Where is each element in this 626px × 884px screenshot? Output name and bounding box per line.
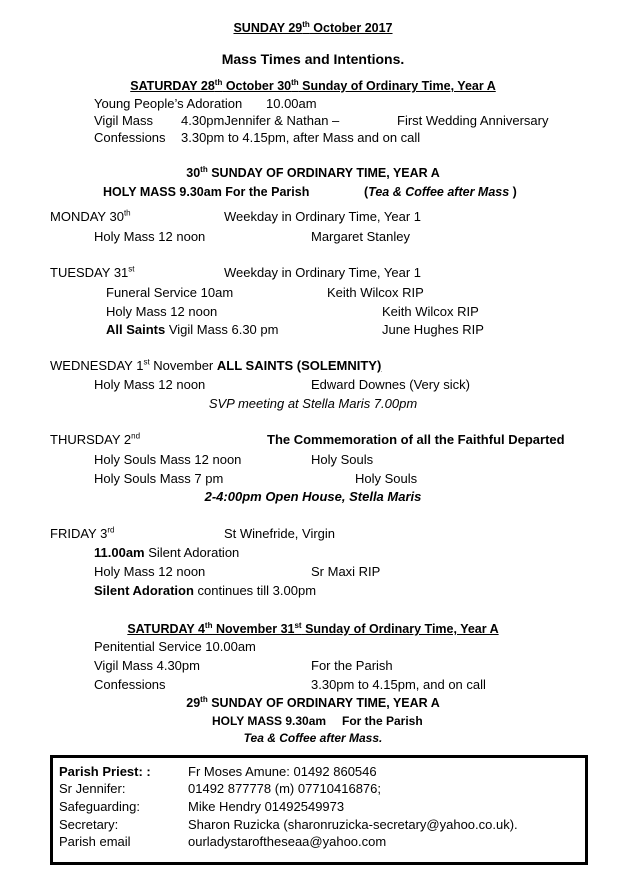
contact-value-safeguarding: Mike Hendry 01492549973 xyxy=(188,799,345,814)
contact-value-parish-email: ourladystaroftheseaa@yahoo.com xyxy=(188,834,387,849)
saturday-confessions-label: Confessions xyxy=(94,677,166,692)
tuesday-funeral-intention: Keith Wilcox RIP xyxy=(327,285,424,300)
wednesday-mass: Holy Mass 12 noon xyxy=(94,377,206,392)
contact-label-safeguarding: Safeguarding: xyxy=(59,799,140,814)
tuesday-funeral: Funeral Service 10am xyxy=(106,285,234,300)
tuesday-mass: Holy Mass 12 noon xyxy=(106,304,218,319)
contact-value-sr-jennifer: 01492 877778 (m) 07710416876; xyxy=(188,781,381,796)
thursday-feast: The Commemoration of all the Faithful Departed xyxy=(267,432,565,447)
sunday-30-heading: 30th SUNDAY OF ORDINARY TIME, YEAR A xyxy=(186,164,440,180)
monday-feast: Weekday in Ordinary Time, Year 1 xyxy=(224,209,422,224)
saturday-confessions-time: 3.30pm to 4.15pm, and on call xyxy=(311,677,486,692)
sunday-29-intention: For the Parish xyxy=(342,714,423,728)
vigil-mass-time: 4.30pmJennifer & Nathan – xyxy=(181,113,340,128)
young-peoples-adoration-label: Young People’s Adoration xyxy=(94,96,243,111)
tuesday-day: TUESDAY 31st xyxy=(50,264,135,280)
sunday-holy-mass: HOLY MASS 9.30am For the Parish xyxy=(103,185,310,199)
sunday-29-tea-coffee: Tea & Coffee after Mass. xyxy=(243,731,383,745)
sunday-29-mass: HOLY MASS 9.30am xyxy=(212,714,327,728)
friday-intention: Sr Maxi RIP xyxy=(311,564,381,579)
penitential-service: Penitential Service 10.00am xyxy=(94,639,256,654)
bulletin-date: SUNDAY 29th October 2017 xyxy=(233,19,393,35)
open-house: 2-4:00pm Open House, Stella Maris xyxy=(204,489,422,504)
contact-label-parish-priest: Parish Priest: : xyxy=(59,764,151,779)
thursday-intention-2: Holy Souls xyxy=(355,471,418,486)
vigil-mass-intention: First Wedding Anniversary xyxy=(397,113,549,128)
friday-day: FRIDAY 3rd xyxy=(50,525,115,541)
thursday-mass-2: Holy Souls Mass 7 pm xyxy=(94,471,224,486)
young-peoples-adoration-time: 10.00am xyxy=(266,96,317,111)
tuesday-mass-intention: Keith Wilcox RIP xyxy=(382,304,479,319)
contact-label-sr-jennifer: Sr Jennifer: xyxy=(59,781,126,796)
sunday-29-heading: 29th SUNDAY OF ORDINARY TIME, YEAR A xyxy=(186,694,440,710)
monday-day: MONDAY 30th xyxy=(50,208,131,224)
monday-mass: Holy Mass 12 noon xyxy=(94,229,206,244)
sunday-tea-coffee: (Tea & Coffee after Mass ) xyxy=(364,185,517,199)
saturday-vigil-intention: For the Parish xyxy=(311,658,393,673)
thursday-intention-1: Holy Souls xyxy=(311,452,374,467)
tuesday-feast: Weekday in Ordinary Time, Year 1 xyxy=(224,265,422,280)
friday-adoration: 11.00am Silent Adoration xyxy=(94,545,240,560)
saturday-vigil-mass: Vigil Mass 4.30pm xyxy=(94,658,200,673)
thursday-day: THURSDAY 2nd xyxy=(50,431,141,447)
saturday-28-heading: SATURDAY 28th October 30th Sunday of Ordinary Time, Year A xyxy=(130,77,496,93)
all-saints-vigil-intention: June Hughes RIP xyxy=(382,322,484,337)
contact-label-parish-email: Parish email xyxy=(59,834,131,849)
friday-mass: Holy Mass 12 noon xyxy=(94,564,206,579)
confessions-label: Confessions xyxy=(94,130,166,145)
thursday-mass-1: Holy Souls Mass 12 noon xyxy=(94,452,242,467)
friday-adoration-continues: Silent Adoration continues till 3.00pm xyxy=(94,583,317,598)
page-title: Mass Times and Intentions. xyxy=(221,51,405,67)
vigil-mass-label: Vigil Mass xyxy=(94,113,154,128)
contact-value-parish-priest: Fr Moses Amune: 01492 860546 xyxy=(188,764,377,779)
friday-feast: St Winefride, Virgin xyxy=(224,526,336,541)
saturday-4-heading: SATURDAY 4th November 31st Sunday of Ordinary Time, Year A xyxy=(127,620,499,636)
monday-intention: Margaret Stanley xyxy=(311,229,410,244)
contact-label-secretary: Secretary: xyxy=(59,817,119,832)
all-saints-vigil: All Saints Vigil Mass 6.30 pm xyxy=(106,322,279,337)
svp-meeting: SVP meeting at Stella Maris 7.00pm xyxy=(208,396,418,411)
confessions-time: 3.30pm to 4.15pm, after Mass and on call xyxy=(181,130,421,145)
wednesday-intention: Edward Downes (Very sick) xyxy=(311,377,470,392)
contact-value-secretary: Sharon Ruzicka (sharonruzicka-secretary@yahoo.co.uk). xyxy=(188,817,518,832)
wednesday-day: WEDNESDAY 1st November ALL SAINTS (SOLEMNITY) xyxy=(50,357,382,373)
